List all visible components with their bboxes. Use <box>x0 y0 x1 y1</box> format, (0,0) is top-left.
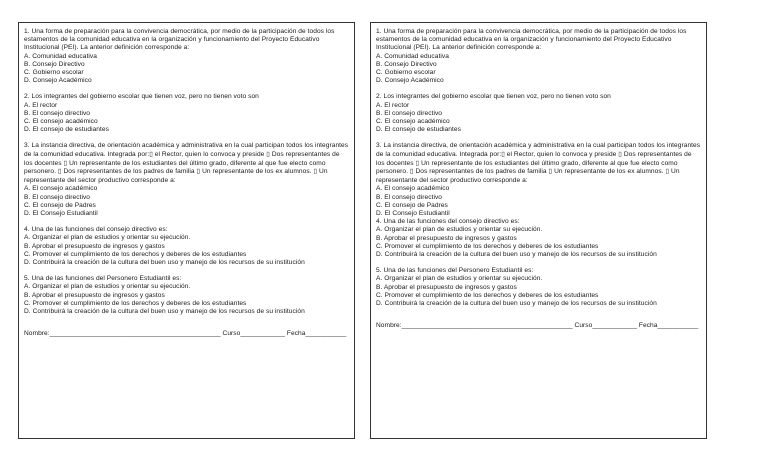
name-label: Nombre: <box>376 322 402 330</box>
option-a: A. Organizar el plan de estudios y orientar su ejecución. <box>24 234 191 242</box>
question-3 <box>24 142 349 218</box>
option-a: A. El rector <box>24 101 58 109</box>
question-stem: 5. Una de las funciones del Personero Estudiantil es: <box>376 267 534 275</box>
option-c: C. Promover el cumplimiento de los derechos y deberes de los estudiantes <box>24 250 247 258</box>
question-2 <box>376 93 701 134</box>
option-b: B. Aprobar el presupuesto de ingresos y gastos <box>24 291 165 299</box>
option-d: D. Contribuirá la creación de la cultura del buen uso y manejo de los recursos de su institución <box>376 300 657 308</box>
question-stem: 2. Los integrantes del gobierno escolar que tienen voz, pero no tienen voto son <box>376 93 611 101</box>
question-stem: 1. Una forma de preparación para la convivencia democrática, por medio de la participación de todos los estamentos de la comunidad educativa en la organización y funcionamiento del Proyecto Educativo Institucional (PEI). La anterior definición corresponde a: <box>24 28 335 52</box>
option-d: D. El Consejo Estudiantil <box>24 210 98 218</box>
name-label: Nombre: <box>24 330 50 338</box>
question-stem: 4. Una de las funciones del consejo directivo es: <box>24 226 168 234</box>
option-a: A. Organizar el plan de estudios y orientar su ejecución. <box>376 226 543 234</box>
question-stem: 2. Los integrantes del gobierno escolar que tienen voz, pero no tienen voto son <box>24 93 259 101</box>
signature-line <box>24 330 349 338</box>
option-b: B. El consejo directivo <box>24 109 91 117</box>
option-c: C. Gobierno escolar <box>376 69 436 77</box>
course-label: Curso <box>574 322 593 330</box>
option-b: B. El consejo directivo <box>376 109 443 117</box>
question-1 <box>376 28 701 85</box>
option-c: C. Promover el cumplimiento de los derechos y deberes de los estudiantes <box>376 242 599 250</box>
question-stem: 3. La instancia directiva, de orientación académica y administrativa en la cual participan todos los integrantes de la comunidad educativa. Integrada por:▯ el Rector, quien lo convoca y preside ▯ Dos representantes de los docentes ▯ Un representante de los estudiantes del último grado, diferente al que fue electo como personero. ▯ Dos representantes de los padres de familia ▯ Un representante de los ex alumnos. ▯ Un representante del sector productivo corresponde a: <box>376 142 701 184</box>
signature-line <box>376 322 701 330</box>
option-b: B. El consejo directivo <box>24 193 91 201</box>
option-d: D. Contribuirá la creación de la cultura del buen uso y manejo de los recursos de su institución <box>24 308 305 316</box>
question-stem: 3. La instancia directiva, de orientación académica y administrativa en la cual participan todos los integrantes de la comunidad educativa. Integrada por:▯ el Rector, quien lo convoca y preside ▯ Dos representantes de los docentes ▯ Un representante de los estudiantes del último grado, diferente al que fue electo como personero. ▯ Dos representantes de los padres de familia ▯ Un representante de los ex alumnos. ▯ Un representante del sector productivo corresponde a: <box>24 142 349 184</box>
option-a: A. Comunidad educativa <box>376 52 449 60</box>
option-d: D. Contribuirá la creación de la cultura del buen uso y manejo de los recursos de su institución <box>24 259 305 267</box>
option-a: A. Organizar el plan de estudios y orientar su ejecución. <box>24 283 191 291</box>
name-blank: ______________________________________________ <box>49 330 221 338</box>
option-c: C. El consejo de Padres <box>24 201 96 209</box>
date-blank: ___________ <box>657 322 699 330</box>
option-d: D. El consejo de estudiantes <box>376 126 461 134</box>
option-b: B. El consejo directivo <box>376 193 443 201</box>
option-c: C. El consejo académico <box>376 118 450 126</box>
quiz-page-right <box>370 22 707 439</box>
course-label: Curso <box>222 330 241 338</box>
quiz-page-left <box>18 22 355 439</box>
option-b: B. Aprobar el presupuesto de ingresos y gastos <box>376 234 517 242</box>
option-c: C. Promover el cumplimiento de los derechos y deberes de los estudiantes <box>376 291 599 299</box>
option-d: D. Consejo Académico <box>24 77 92 85</box>
option-a: A. El consejo académico <box>376 185 450 193</box>
question-4 <box>376 218 701 259</box>
option-b: B. Aprobar el presupuesto de ingresos y gastos <box>376 283 517 291</box>
question-stem: 4. Una de las funciones del consejo directivo es: <box>376 218 520 226</box>
question-3 <box>376 142 701 218</box>
question-2 <box>24 93 349 134</box>
course-blank: ____________ <box>240 330 285 338</box>
question-stem: 1. Una forma de preparación para la convivencia democrática, por medio de la participación de todos los estamentos de la comunidad educativa en la organización y funcionamiento del Proyecto Educativo Institucional (PEI). La anterior definición corresponde a: <box>376 28 687 52</box>
question-5 <box>24 275 349 316</box>
date-blank: ___________ <box>305 330 347 338</box>
name-blank: ______________________________________________ <box>401 322 573 330</box>
date-label: Fecha <box>286 330 306 338</box>
option-c: C. Promover el cumplimiento de los derechos y deberes de los estudiantes <box>24 299 247 307</box>
option-a: A. Organizar el plan de estudios y orientar su ejecución. <box>376 275 543 283</box>
question-5 <box>376 267 701 308</box>
option-a: A. El rector <box>376 101 410 109</box>
question-4 <box>24 226 349 267</box>
option-d: D. Contribuirá la creación de la cultura del buen uso y manejo de los recursos de su institución <box>376 251 657 259</box>
option-a: A. El consejo académico <box>24 185 98 193</box>
course-blank: ____________ <box>592 322 637 330</box>
option-c: C. El consejo académico <box>24 118 98 126</box>
option-d: D. El consejo de estudiantes <box>24 126 109 134</box>
date-label: Fecha <box>638 322 658 330</box>
question-1 <box>24 28 349 85</box>
option-c: C. Gobierno escolar <box>24 69 84 77</box>
question-stem: 5. Una de las funciones del Personero Estudiantil es: <box>24 275 182 283</box>
option-c: C. El consejo de Padres <box>376 201 448 209</box>
option-d: D. Consejo Académico <box>376 77 444 85</box>
option-b: B. Consejo Directivo <box>24 60 85 68</box>
option-b: B. Aprobar el presupuesto de ingresos y gastos <box>24 242 165 250</box>
option-a: A. Comunidad educativa <box>24 52 97 60</box>
option-d: D. El Consejo Estudiantil <box>376 210 450 218</box>
option-b: B. Consejo Directivo <box>376 60 437 68</box>
